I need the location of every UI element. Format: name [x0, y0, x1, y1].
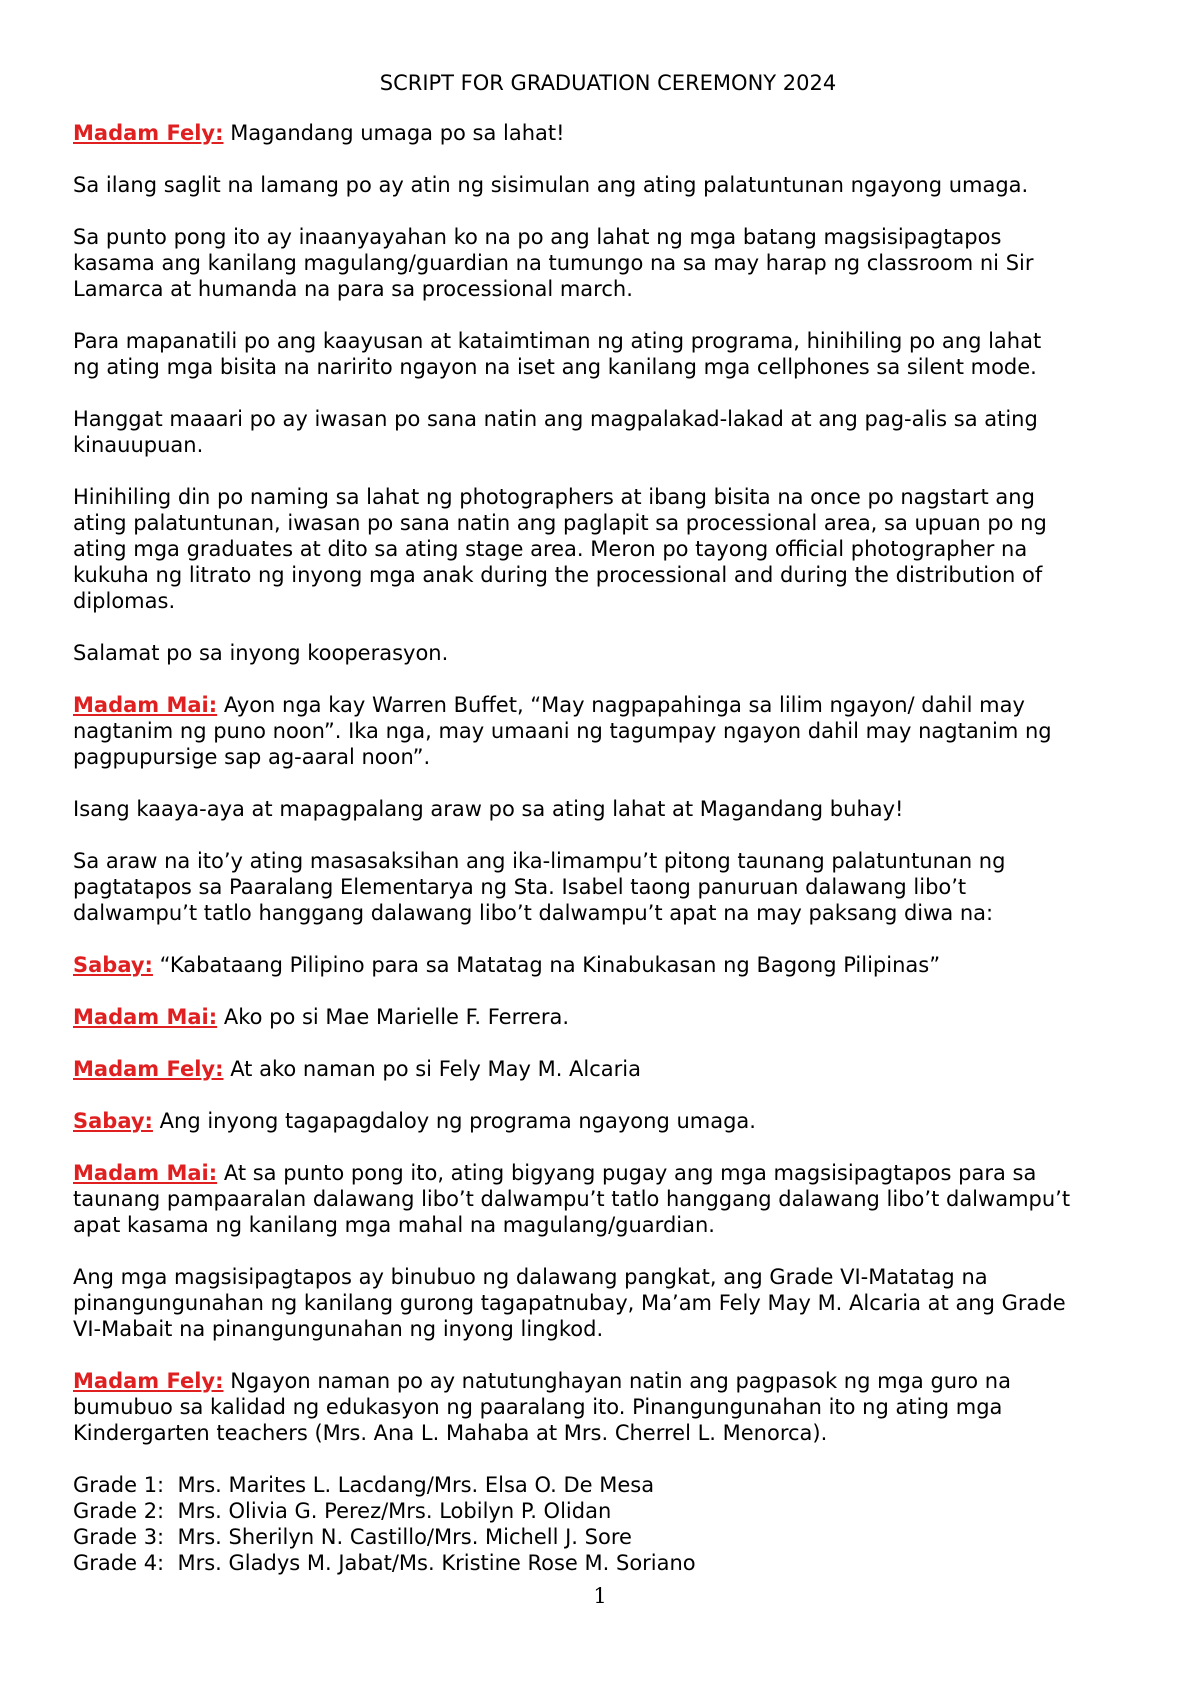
- teacher-line: Grade 3: Mrs. Sherilyn N. Castillo/Mrs. Michell J. Sore: [73, 1525, 632, 1549]
- paragraph-text: Hinihiling din po naming sa lahat ng photographers at ibang bisita na once po nagstart ang ating palatuntunan, iwasan po sana natin ang paglapit sa processional area, sa upuan po ng ating mga graduates at dito sa ating stage area. Meron po tayong official photographer na kukuha ng litrato ng inyong mga anak during the processional and during the distribution of diplomas.: [73, 485, 1047, 613]
- paragraph-text: At sa punto pong ito, ating bigyang pugay ang mga magsisipagtapos para sa taunang pampaaralan dalawang libo’t dalwampu’t tatlo hanggang dalawang libo’t dalwampu’t apat kasama ng kanilang mga mahal na magulang/guardian.: [73, 1161, 1071, 1237]
- page-number: 1: [593, 1584, 607, 1608]
- script-paragraph: [73, 952, 1143, 978]
- paragraph-text: Salamat po sa inyong kooperasyon.: [73, 641, 449, 665]
- teacher-list: [73, 1472, 1143, 1576]
- teacher-line: Grade 2: Mrs. Olivia G. Perez/Mrs. Lobilyn P. Olidan: [73, 1499, 612, 1523]
- script-body: [73, 120, 1143, 1446]
- script-paragraph: [73, 1056, 1143, 1082]
- speaker-label: Sabay:: [73, 1109, 153, 1133]
- paragraph-text: “Kabataang Pilipino para sa Matatag na Kinabukasan ng Bagong Pilipinas”: [159, 953, 941, 977]
- paragraph-text: Ang inyong tagapagdaloy ng programa ngayong umaga.: [159, 1109, 756, 1133]
- paragraph-text: Ako po si Mae Marielle F. Ferrera.: [223, 1005, 570, 1029]
- script-paragraph: [73, 172, 1143, 198]
- paragraph-text: Sa ilang saglit na lamang po ay atin ng sisimulan ang ating palatuntunan ngayong umaga.: [73, 173, 1029, 197]
- document-page: [73, 70, 1143, 1576]
- script-paragraph: [73, 796, 1143, 822]
- paragraph-text: Magandang umaga po sa lahat!: [230, 121, 565, 145]
- paragraph-text: Para mapanatili po ang kaayusan at kataimtiman ng ating programa, hinihiling po ang lahat ng ating mga bisita na naririto ngayon na iset ang kanilang mga cellphones sa silent mode.: [73, 329, 1042, 379]
- speaker-label: Madam Mai:: [73, 1161, 218, 1185]
- speaker-label: Madam Fely:: [73, 121, 224, 145]
- script-paragraph: [73, 224, 1143, 302]
- script-paragraph: [73, 692, 1143, 770]
- script-paragraph: [73, 484, 1143, 614]
- speaker-label: Madam Fely:: [73, 1369, 224, 1393]
- speaker-label: Madam Fely:: [73, 1057, 224, 1081]
- paragraph-text: Sa punto pong ito ay inaanyayahan ko na po ang lahat ng mga batang magsisipagtapos kasama ang kanilang magulang/guardian na tumungo na sa may harap ng classroom ni Sir Lamarca at humanda na para sa processional march.: [73, 225, 1034, 301]
- speaker-label: Madam Mai:: [73, 693, 218, 717]
- paragraph-text: At ako naman po si Fely May M. Alcaria: [230, 1057, 641, 1081]
- teacher-line: Grade 4: Mrs. Gladys M. Jabat/Ms. Kristine Rose M. Soriano: [73, 1551, 696, 1575]
- script-paragraph: [73, 1368, 1143, 1446]
- script-paragraph: [73, 848, 1143, 926]
- script-paragraph: [73, 1160, 1143, 1238]
- script-paragraph: [73, 640, 1143, 666]
- paragraph-text: Ayon nga kay Warren Buffet, “May nagpapahinga sa lilim ngayon/ dahil may nagtanim ng puno noon”. Ika nga, may umaani ng tagumpay ngayon dahil may nagtanim ng pagpupursige sap ag-aaral noon”.: [73, 693, 1052, 769]
- script-paragraph: [73, 120, 1143, 146]
- teacher-line: Grade 1: Mrs. Marites L. Lacdang/Mrs. Elsa O. De Mesa: [73, 1473, 655, 1497]
- speaker-label: Madam Mai:: [73, 1005, 218, 1029]
- paragraph-text: Hanggat maaari po ay iwasan po sana natin ang magpalakad-lakad at ang pag-alis sa ating kinauupuan.: [73, 407, 1038, 457]
- paragraph-text: Sa araw na ito’y ating masasaksihan ang ika-limampu’t pitong taunang palatuntunan ng pagtatapos sa Paaralang Elementarya ng Sta. Isabel taong panuruan dalawang libo’t dalwampu’t tatlo hanggang dalawang libo’t dalwampu’t apat na may paksang diwa na:: [73, 849, 1006, 925]
- script-paragraph: [73, 328, 1143, 380]
- speaker-label: Sabay:: [73, 953, 153, 977]
- script-paragraph: [73, 406, 1143, 458]
- paragraph-text: Ang mga magsisipagtapos ay binubuo ng dalawang pangkat, ang Grade VI-Matatag na pinangungunahan ng kanilang gurong tagapatnubay, Ma’am Fely May M. Alcaria at ang Grade VI-Mabait na pinangungunahan ng inyong lingkod.: [73, 1265, 1066, 1341]
- script-paragraph: [73, 1108, 1143, 1134]
- paragraph-text: Isang kaaya-aya at mapagpalang araw po sa ating lahat at Magandang buhay!: [73, 797, 904, 821]
- script-paragraph: [73, 1264, 1143, 1342]
- document-title: SCRIPT FOR GRADUATION CEREMONY 2024: [379, 71, 837, 95]
- script-paragraph: [73, 1004, 1143, 1030]
- paragraph-text: Ngayon naman po ay natutunghayan natin ang pagpasok ng mga guro na bumubuo sa kalidad ng edukasyon ng paaralang ito. Pinangungunahan ito ng ating mga Kindergarten teachers (Mrs. Ana L. Mahaba at Mrs. Cherrel L. Menorca).: [73, 1369, 1011, 1445]
